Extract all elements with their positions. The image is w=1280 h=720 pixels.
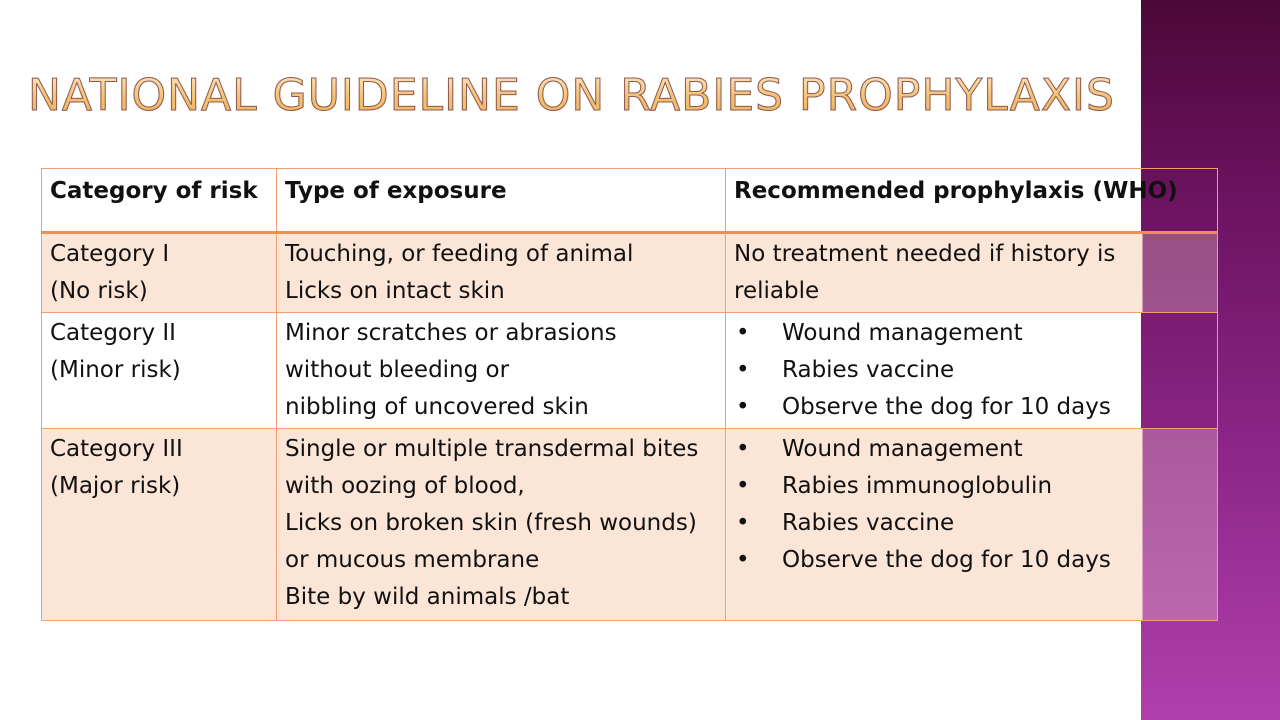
bullet-text: Rabies immunoglobulin <box>782 473 1053 499</box>
exposure-line: Single or multiple transdermal bites <box>285 436 699 462</box>
header-exposure: Type of exposure <box>277 169 726 233</box>
exposure-line: or mucous membrane <box>285 547 540 573</box>
prophylaxis-bullet <box>734 315 1209 352</box>
bullet-text: Rabies vaccine <box>782 357 955 383</box>
bullet-icon: • <box>736 473 750 499</box>
prophylaxis-bullet <box>734 389 1209 426</box>
prophylaxis-cell <box>726 233 1218 313</box>
rabies-prophylaxis-table <box>41 168 1218 621</box>
category-label: Category II <box>50 320 176 346</box>
prophylaxis-bullet <box>734 352 1209 389</box>
header-category: Category of risk <box>42 169 277 233</box>
category-cell <box>42 429 277 621</box>
prophylaxis-cell <box>726 429 1218 621</box>
table-row <box>42 233 1218 313</box>
exposure-line: without bleeding or <box>285 357 510 383</box>
exposure-line: Licks on intact skin <box>285 278 505 304</box>
category-cell <box>42 233 277 313</box>
bullet-icon: • <box>736 510 750 536</box>
risk-label: (No risk) <box>50 278 148 304</box>
risk-label: (Major risk) <box>50 473 181 499</box>
table-header-row <box>42 169 1218 233</box>
exposure-line: Minor scratches or abrasions <box>285 320 617 346</box>
table-row <box>42 429 1218 621</box>
bullet-text: Observe the dog for 10 days <box>782 547 1111 573</box>
category-label: Category III <box>50 436 183 462</box>
bullet-text: Wound management <box>782 320 1023 346</box>
bullet-text: Wound management <box>782 436 1023 462</box>
exposure-cell <box>277 313 726 429</box>
bullet-icon: • <box>736 436 750 462</box>
category-label: Category I <box>50 241 170 267</box>
prophylaxis-bullet <box>734 431 1209 468</box>
bullet-text: Observe the dog for 10 days <box>782 394 1111 420</box>
exposure-cell <box>277 429 726 621</box>
exposure-line: Touching, or feeding of animal <box>285 241 634 267</box>
exposure-line: Bite by wild animals /bat <box>285 584 570 610</box>
prophylaxis-bullet <box>734 542 1209 579</box>
prophylaxis-bullet <box>734 468 1209 505</box>
exposure-line: Licks on broken skin (fresh wounds) <box>285 510 697 536</box>
prophylaxis-line: No treatment needed if history is <box>734 241 1116 267</box>
prophylaxis-cell <box>726 313 1218 429</box>
exposure-cell <box>277 233 726 313</box>
exposure-line: nibbling of uncovered skin <box>285 394 589 420</box>
prophylaxis-bullet <box>734 505 1209 542</box>
risk-label: (Minor risk) <box>50 357 181 383</box>
header-prophylaxis: Recommended prophylaxis (WHO) <box>726 169 1218 233</box>
slide-title: NATIONAL GUIDELINE ON RABIES PROPHYLAXIS <box>28 70 1115 121</box>
bullet-text: Rabies vaccine <box>782 510 955 536</box>
bullet-icon: • <box>736 547 750 573</box>
exposure-line: with oozing of blood, <box>285 473 525 499</box>
prophylaxis-line: reliable <box>734 278 820 304</box>
table-row <box>42 313 1218 429</box>
bullet-icon: • <box>736 357 750 383</box>
category-cell <box>42 313 277 429</box>
bullet-icon: • <box>736 394 750 420</box>
bullet-icon: • <box>736 320 750 346</box>
